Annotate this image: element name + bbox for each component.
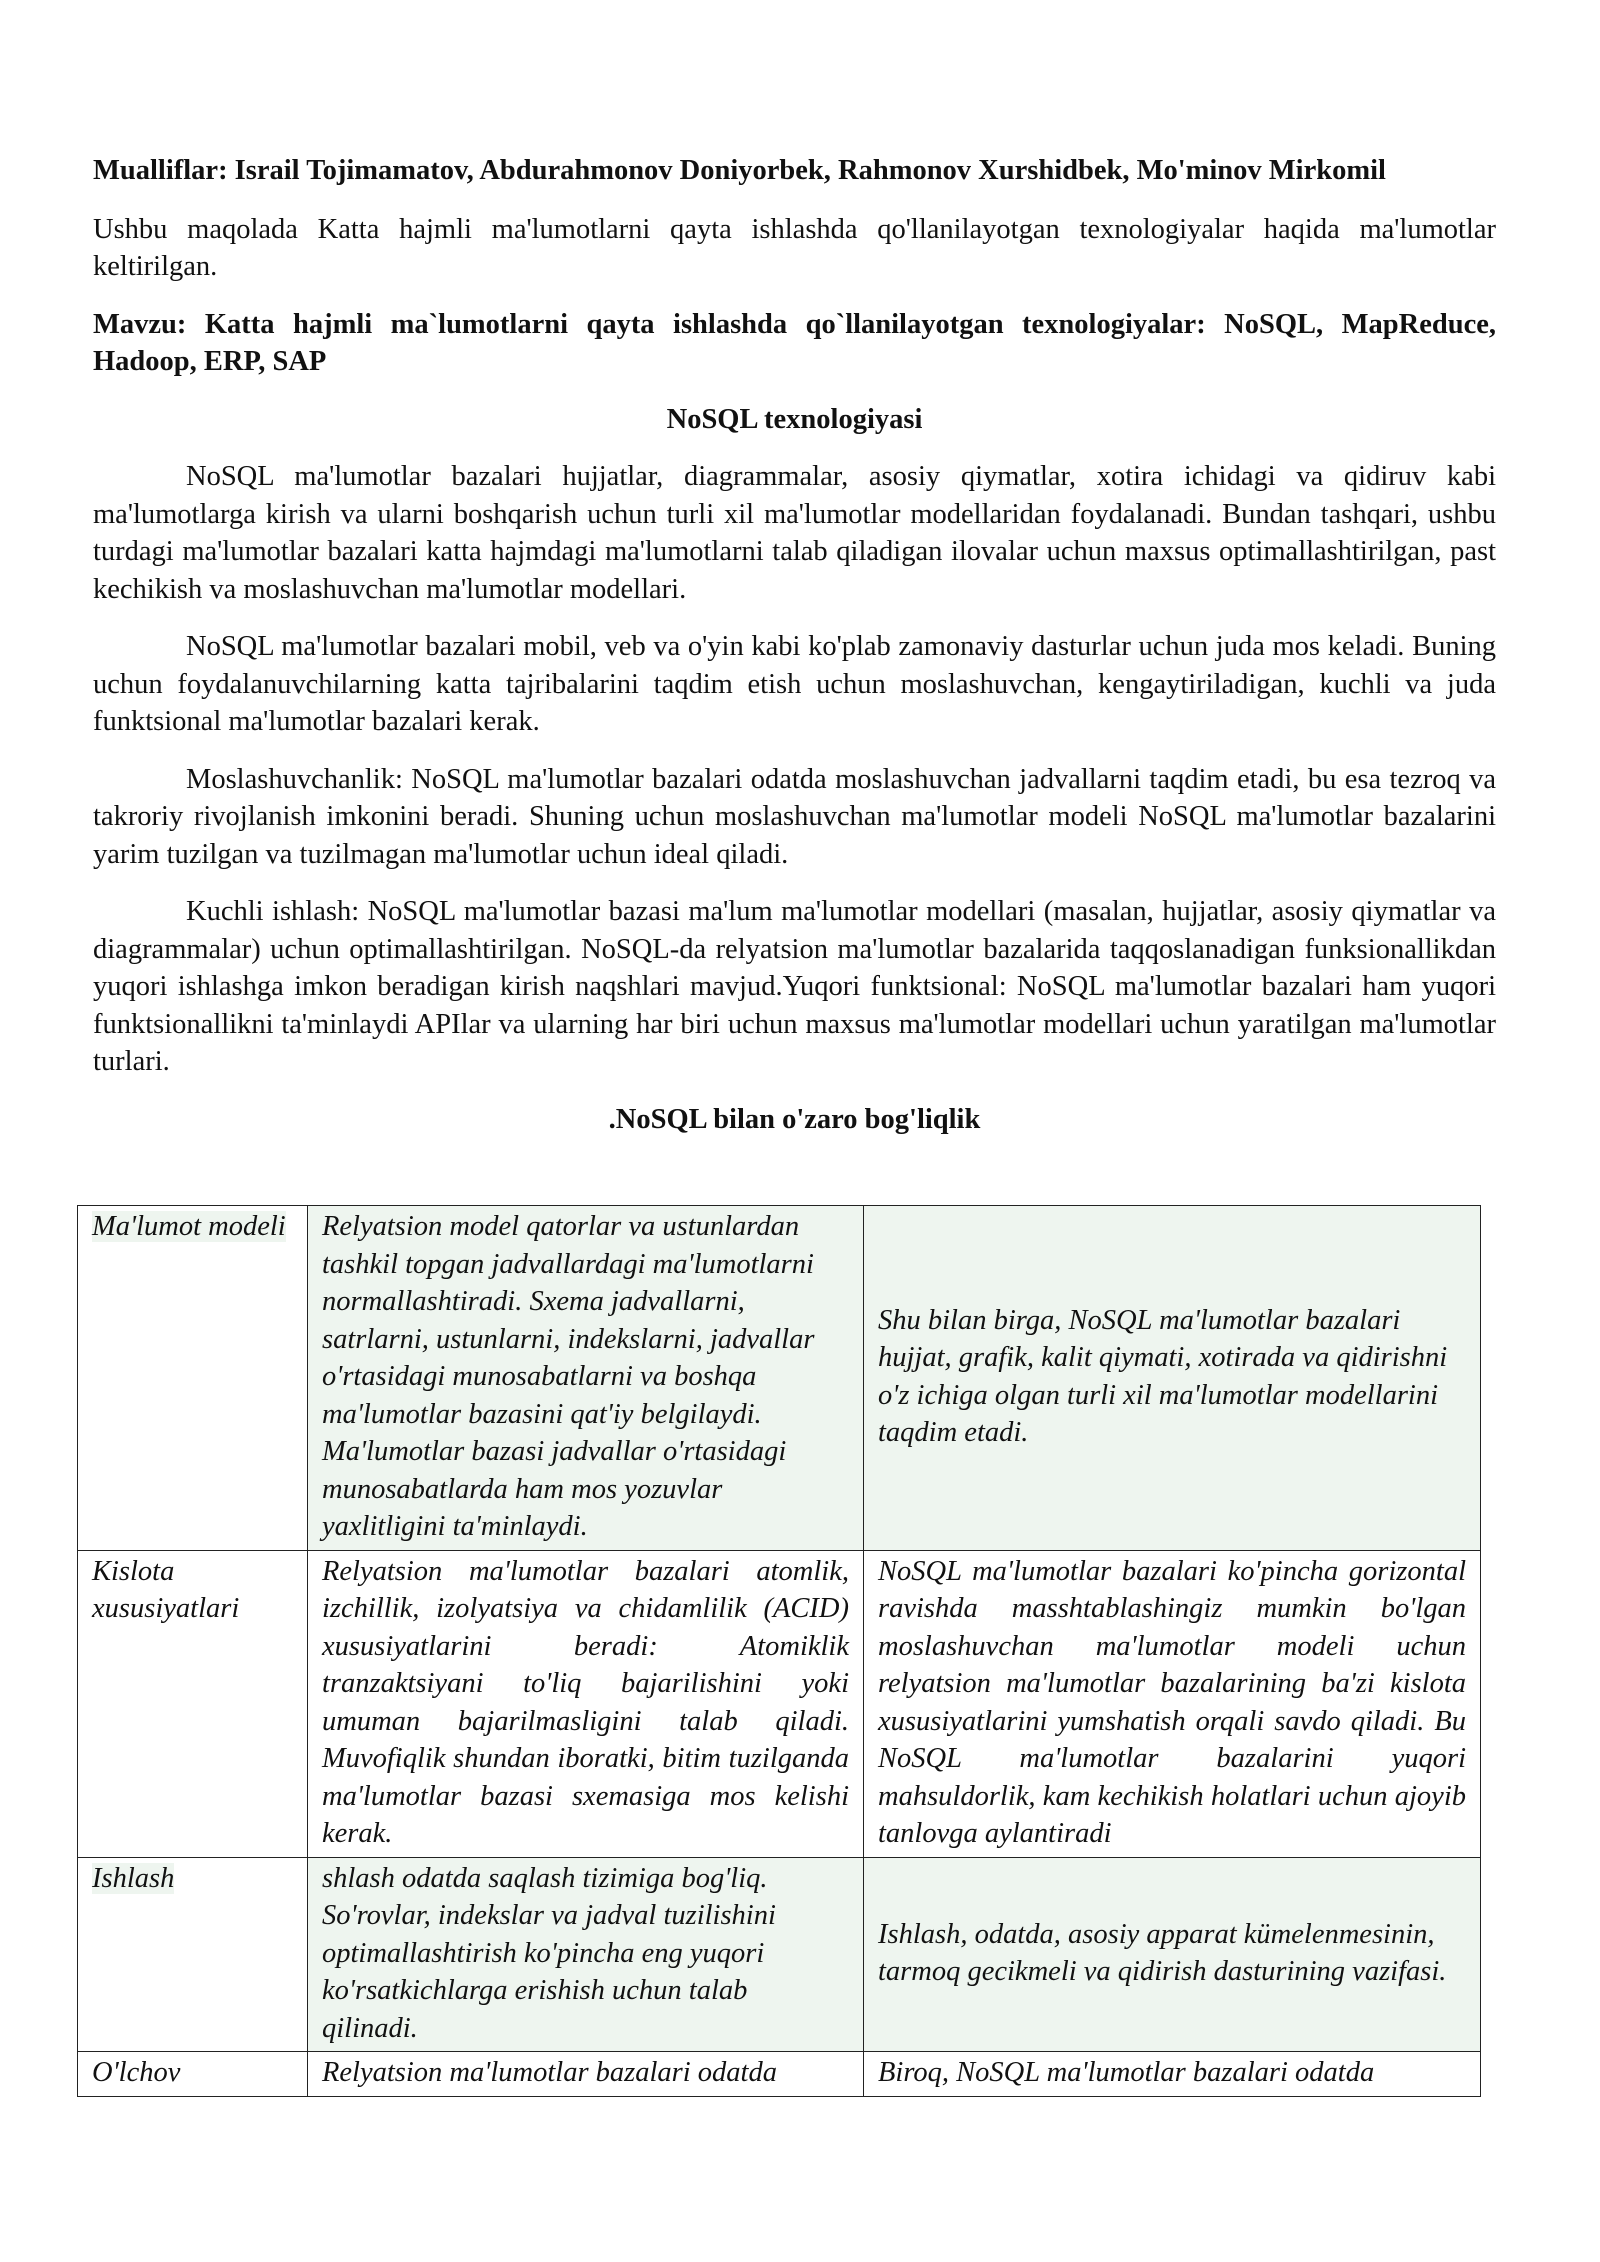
topic-line: Mavzu: Katta hajmli ma`lumotlarni qayta ishlashda qo`llanilayotgan texnologiyalar: NoSQL, MapReduce, Hadoop, ERP, SAP bbox=[93, 308, 1496, 377]
nosql-cell: Ishlash, odatda, asosiy apparat kümelenmesinin, tarmoq gecikmeli va qidirish dasturining vazifasi. bbox=[864, 1857, 1481, 2052]
nosql-cell: NoSQL ma'lumotlar bazalari ko'pincha gorizontal ravishda masshtablashingiz mumkin bo'lgan moslashuvchan ma'lumotlar modeli uchun relyatsion ma'lumotlar bazalarining ba'zi kislota xususiyatlarini yumshatish orqali savdo qiladi. Bu NoSQL ma'lumotlar bazalarini yuqori mahsuldorlik, kam kechikish holatlari uchun ajoyib tanlovga aylantiradi bbox=[864, 1550, 1481, 1857]
body-paragraph: NoSQL ma'lumotlar bazalari hujjatlar, diagrammalar, asosiy qiymatlar, xotira ichidagi va qidiruv kabi ma'lumotlarga kirish va ularni boshqarish uchun turli xil ma'lumotlar modellaridan foydalanadi. Bundan tashqari, ushbu turdagi ma'lumotlar bazalari katta hajmdagi ma'lumotlarni talab qiladigan ilovalar uchun maxsus optimallashtirilgan, past kechikish va moslashuvchan ma'lumotlar modellari. bbox=[93, 461, 1496, 605]
body-paragraph: Moslashuvchanlik: NoSQL ma'lumotlar bazalari odatda moslashuvchan jadvallarni taqdim etadi, bu esa tezroq va takroriy rivojlanish imkonini beradi. Shuning uchun moslashuvchan ma'lumotlar modeli NoSQL ma'lumotlar bazalarini yarim tuzilgan va tuzilmagan ma'lumotlar uchun ideal qiladi. bbox=[93, 763, 1496, 870]
row-label: Ishlash bbox=[92, 1862, 175, 1894]
row-label-cell: O'lchov bbox=[78, 2052, 308, 2097]
comparison-table bbox=[77, 1205, 1481, 2097]
intro-paragraph: Ushbu maqolada Katta hajmli ma'lumotlarni qayta ishlashda qo'llanilayotgan texnologiyalar haqida ma'lumotlar keltirilgan. bbox=[93, 213, 1496, 282]
nosql-cell: Shu bilan birga, NoSQL ma'lumotlar bazalari hujjat, grafik, kalit qiymati, xotirada va qidirishni o'z ichiga olgan turli xil ma'lumotlar modellarini taqdim etadi. bbox=[864, 1206, 1481, 1551]
relational-cell: Relyatsion ma'lumotlar bazalari odatda bbox=[308, 2052, 864, 2097]
body-paragraph: Kuchli ishlash: NoSQL ma'lumotlar bazasi ma'lum ma'lumotlar modellari (masalan, hujjatlar, asosiy qiymatlar va diagrammalar) uchun optimallashtirilgan. NoSQL-da relyatsion ma'lumotlar bazalarida taqqoslanadigan funksionallikdan yuqori ishlashga imkon beradigan kirish naqshlari mavjud.Yuqori funktsional: NoSQL ma'lumotlar bazalari ham yuqori funktsionallikni ta'minlaydi APIlar va ularning har biri uchun maxsus ma'lumotlar modellari uchun yaratilgan ma'lumotlar turlari. bbox=[93, 896, 1496, 1077]
nosql-cell: Biroq, NoSQL ma'lumotlar bazalari odatda bbox=[864, 2052, 1481, 2097]
row-label-cell bbox=[78, 1857, 308, 2052]
table-row bbox=[78, 1550, 1481, 1857]
body-paragraph: NoSQL ma'lumotlar bazalari mobil, veb va o'yin kabi ko'plab zamonaviy dasturlar uchun juda mos keladi. Buning uchun foydalanuvchilarning katta tajribalarini taqdim etish uchun moslashuvchan, kengaytiriladigan, kuchli va juda funktsional ma'lumotlar bazalari kerak. bbox=[93, 631, 1496, 737]
document-page bbox=[93, 152, 1496, 1143]
relational-cell: shlash odatda saqlash tizimiga bog'liq. So'rovlar, indekslar va jadval tuzilishini optimallashtirish ko'pincha eng yuqori ko'rsatkichlarga erishish uchun talab qilinadi. bbox=[308, 1857, 864, 2052]
row-label-cell: Kislota xususiyatlari bbox=[78, 1550, 308, 1857]
table-title: .NoSQL bilan o'zaro bog'liqlik bbox=[608, 1103, 981, 1135]
table-row bbox=[78, 1857, 1481, 2052]
table-row bbox=[78, 2052, 1481, 2097]
section-heading: NoSQL texnologiyasi bbox=[666, 403, 923, 435]
row-label: Ma'lumot modeli bbox=[92, 1211, 286, 1242]
authors-line: Mualliflar: Israil Tojimamatov, Abdurahmonov Doniyorbek, Rahmonov Xurshidbek, Mo'minov Mirkomil bbox=[93, 155, 1386, 186]
relational-cell: Relyatsion ma'lumotlar bazalari atomlik, izchillik, izolyatsiya va chidamlilik (ACID) xususiyatlarini beradi: Atomiklik tranzaktsiyani to'liq bajarilishini yoki umuman bajarilmasligini talab qiladi. Muvofiqlik shundan iboratki, bitim tuzilganda ma'lumotlar bazasi sxemasiga mos kelishi kerak. bbox=[308, 1550, 864, 1857]
row-label-cell bbox=[78, 1206, 308, 1551]
table-row bbox=[78, 1206, 1481, 1551]
relational-cell: Relyatsion model qatorlar va ustunlardan tashkil topgan jadvallardagi ma'lumotlarni normallashtiradi. Sxema jadvallarni, satrlarni, ustunlarni, indekslarni, jadvallar o'rtasidagi munosabatlarni va boshqa ma'lumotlar bazasini qat'iy belgilaydi. Ma'lumotlar bazasi jadvallar o'rtasidagi munosabatlarda ham mos yozuvlar yaxlitligini ta'minlaydi. bbox=[308, 1206, 864, 1551]
